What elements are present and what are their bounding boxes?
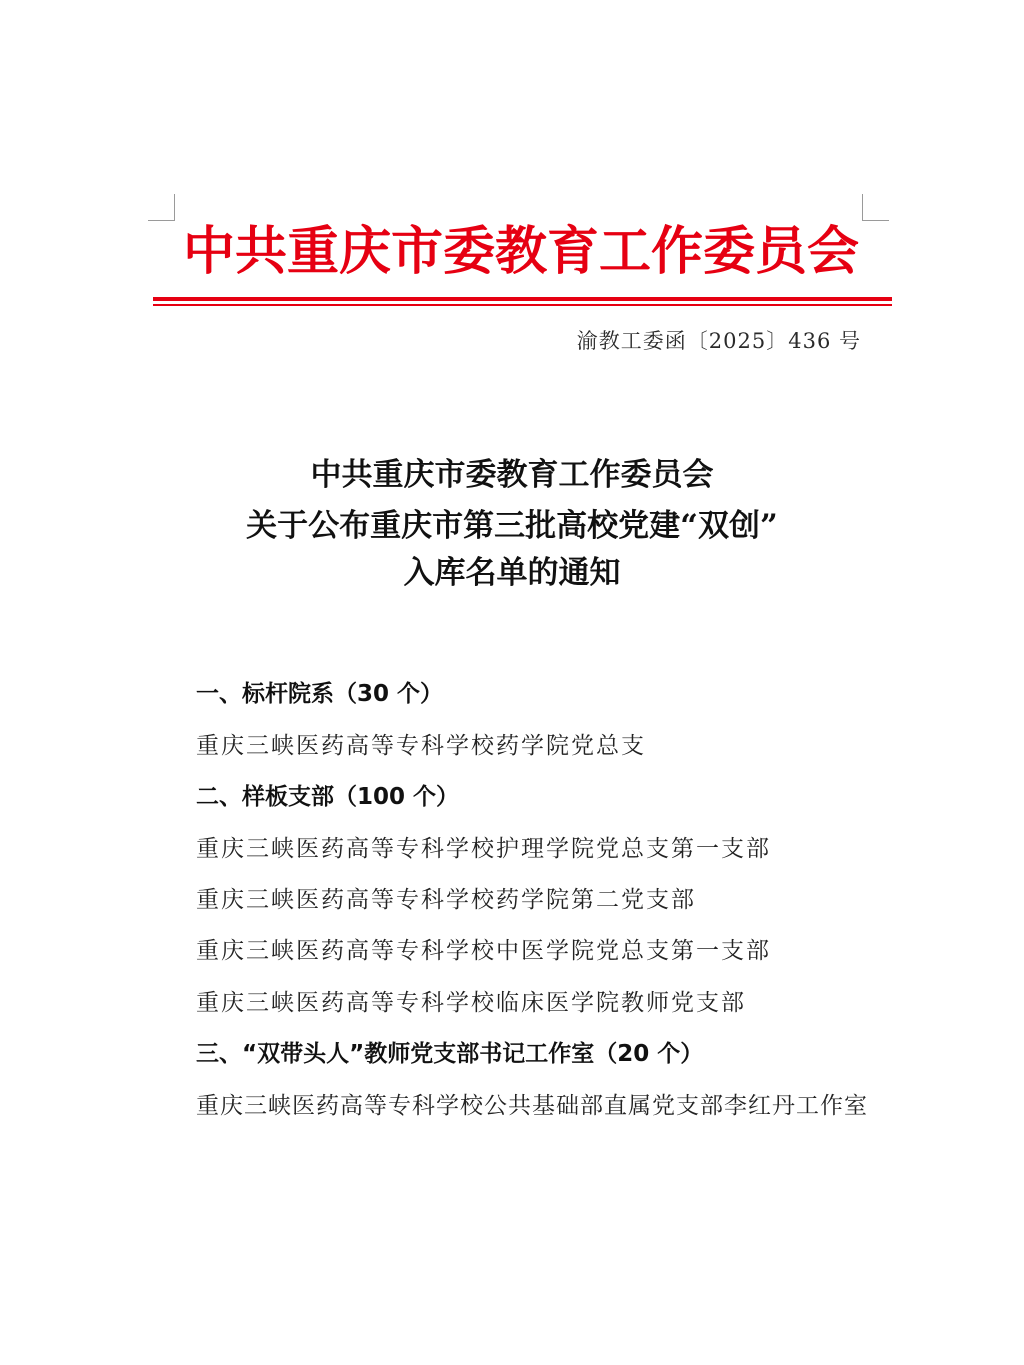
- list-item: 重庆三峡医药高等专科学校公共基础部直属党支部李红丹工作室: [196, 1093, 868, 1119]
- list-item: 重庆三峡医药高等专科学校药学院党总支: [196, 733, 646, 759]
- title-line-2: 关于公布重庆市第三批高校党建“双创”: [246, 508, 778, 544]
- section-heading-benchmark-departments: 一、标杆院系（30 个）: [196, 681, 444, 707]
- list-item: 重庆三峡医药高等专科学校中医学院党总支第一支部: [196, 938, 771, 964]
- list-item: 重庆三峡医药高等专科学校药学院第二党支部: [196, 887, 696, 913]
- section-heading-model-branches: 二、样板支部（100 个）: [196, 784, 460, 810]
- section-heading-secretary-studios: 三、“双带头人”教师党支部书记工作室（20 个）: [196, 1041, 704, 1067]
- crop-mark-left: [148, 194, 175, 221]
- list-item: 重庆三峡医药高等专科学校护理学院党总支第一支部: [196, 836, 771, 862]
- document-number: 渝教工委函〔2025〕436 号: [576, 329, 861, 353]
- red-rule-thin: [153, 304, 892, 306]
- red-rule-thick: [153, 297, 892, 301]
- list-item: 重庆三峡医药高等专科学校临床医学院教师党支部: [196, 990, 746, 1016]
- masthead-title: 中共重庆市委教育工作委员会: [182, 221, 859, 282]
- crop-mark-right: [862, 194, 889, 221]
- title-line-1: 中共重庆市委教育工作委员会: [310, 457, 714, 493]
- title-line-3: 入库名单的通知: [403, 555, 621, 591]
